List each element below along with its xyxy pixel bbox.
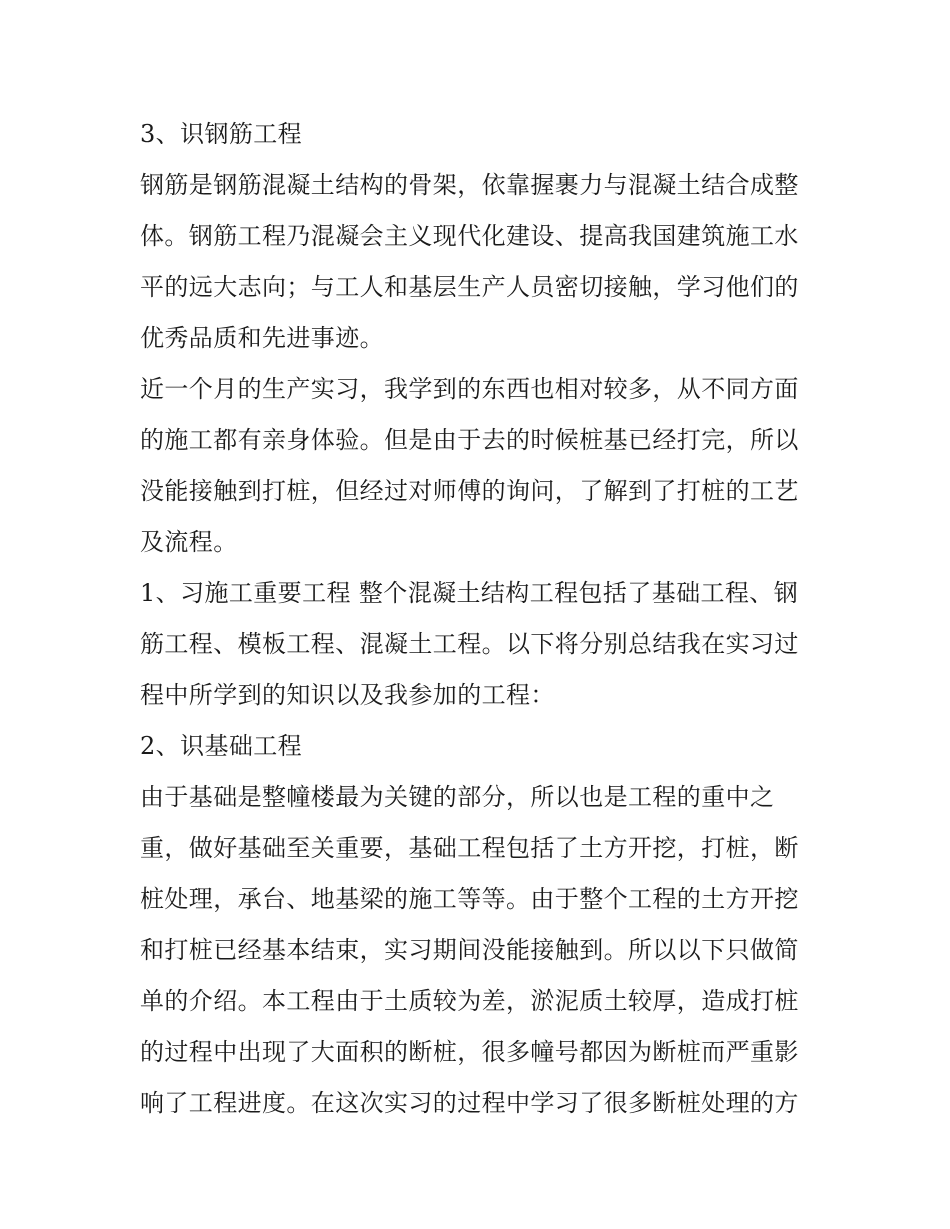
- text-line: 单的介绍。本工程由于土质较为差，淤泥质土较厚，造成打桩: [140, 987, 799, 1015]
- text-line: 程中所学到的知识以及我参加的工程：: [140, 681, 555, 709]
- text-line: 没能接触到打桩，但经过对师傅的询问，了解到了打桩的工艺: [140, 477, 799, 505]
- text-line: 和打桩已经基本结束，实习期间没能接触到。所以以下只做简: [140, 936, 799, 964]
- text-line: 近一个月的生产实习，我学到的东西也相对较多，从不同方面: [140, 375, 799, 403]
- text-line: 筋工程、模板工程、混凝土工程。以下将分别总结我在实习过: [140, 630, 799, 658]
- text-line: 平的远大志向；与工人和基层生产人员密切接触，学习他们的: [140, 273, 799, 301]
- text-line: 重，做好基础至关重要，基础工程包括了土方开挖，打桩，断: [140, 834, 799, 862]
- text-line: 优秀品质和先进事迹。: [140, 324, 384, 352]
- text-line: 体。钢筋工程乃混凝会主义现代化建设、提高我国建筑施工水: [140, 222, 799, 250]
- section-heading-rebar: 3、识钢筋工程: [140, 120, 303, 148]
- text-line: 钢筋是钢筋混凝土结构的骨架，依靠握裹力与混凝土结合成整: [140, 171, 799, 199]
- text-line: 及流程。: [140, 528, 238, 556]
- text-line: 由于基础是整幢楼最为关键的部分，所以也是工程的重中之: [140, 783, 775, 811]
- text-line: 的过程中出现了大面积的断桩，很多幢号都因为断桩而严重影: [140, 1038, 799, 1066]
- document-body: [140, 109, 820, 1129]
- text-line: 桩处理，承台、地基梁的施工等等。由于整个工程的土方开挖: [140, 885, 799, 913]
- text-line: 的施工都有亲身体验。但是由于去的时候桩基已经打完，所以: [140, 426, 799, 454]
- section-heading-construction: 1、习施工重要工程 整个混凝土结构工程包括了基础工程、钢: [140, 579, 799, 607]
- text-line: 响了工程进度。在这次实习的过程中学习了很多断桩处理的方: [140, 1089, 799, 1117]
- section-heading-foundation: 2、识基础工程: [140, 732, 303, 760]
